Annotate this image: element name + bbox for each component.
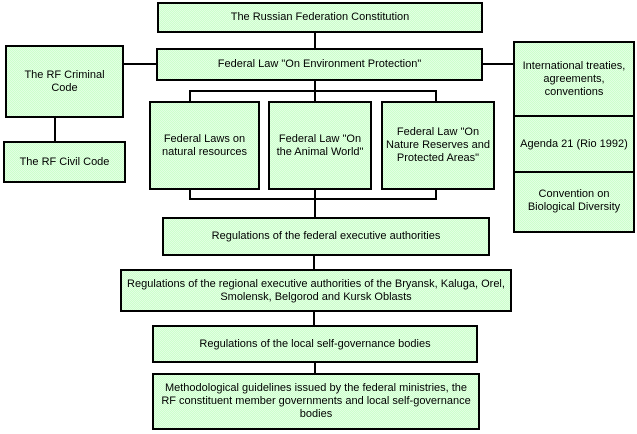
node-international-column — [513, 41, 635, 233]
node-international-treaties-label: International treaties, agreements, conventions — [522, 59, 626, 98]
node-convention-biological-diversity — [515, 173, 633, 229]
node-federal-law-animal-world — [268, 101, 372, 190]
node-methodological-guidelines — [152, 373, 480, 430]
connector-federal-law-to-international — [483, 63, 513, 65]
connector-local-to-method — [314, 363, 316, 373]
node-international-treaties — [515, 43, 633, 117]
node-civil-code-label: The RF Civil Code — [19, 155, 110, 168]
connector-federal-exec-to-regional — [313, 256, 315, 269]
node-method-guidelines-label: Methodological guidelines issued by the federal ministries, the RF constituent member governments and local self-governance bodies — [161, 382, 471, 420]
connector-branch-to-nature-reserves — [435, 90, 437, 101]
node-regional-exec-label: Regulations of the regional executive authorities of the Bryansk, Kaluga, Orel, Smolensk, Belgorod and Kursk Oblasts — [127, 277, 505, 303]
connector-branch-bottom — [189, 198, 437, 200]
connector-branch-top — [189, 90, 437, 92]
connector-merge-to-federal-exec — [314, 190, 316, 217]
node-animal-world-label: Federal Law "On the Animal World" — [276, 132, 364, 158]
connector-regional-to-local — [313, 312, 315, 325]
node-criminal-code-label: The RF Criminal Code — [24, 68, 105, 94]
node-federal-laws-natural-resources — [149, 101, 260, 190]
node-federal-exec-label: Regulations of the federal executive authorities — [211, 230, 441, 242]
node-agenda-21 — [515, 117, 633, 173]
node-local-selfgov-label: Regulations of the local self-governance bodies — [199, 337, 431, 350]
node-nature-reserves-label: Federal Law "On Nature Reserves and Protected Areas" — [386, 126, 490, 164]
node-federal-executive-regulations — [162, 217, 490, 256]
node-federal-law-environment-protection — [156, 48, 483, 81]
node-rf-civil-code — [3, 141, 126, 183]
node-agenda-21-label: Agenda 21 (Rio 1992) — [520, 137, 628, 150]
node-federal-law-label: Federal Law "On Environment Protection" — [217, 58, 422, 70]
node-constitution — [157, 2, 483, 33]
node-rf-criminal-code — [5, 45, 124, 118]
node-local-self-governance-regulations — [152, 325, 478, 363]
connector-criminal-to-civil-code — [54, 118, 56, 141]
connector-criminal-code-to-federal-law — [124, 63, 156, 65]
connector-branch-to-natural-resources — [189, 90, 191, 101]
node-biodiversity-label: Convention on Biological Diversity — [527, 188, 621, 213]
node-natural-resources-label: Federal Laws on natural resources — [162, 132, 247, 158]
connector-constitution-to-federal-law — [314, 33, 316, 48]
node-federal-law-nature-reserves — [381, 101, 495, 190]
node-constitution-label: The Russian Federation Constitution — [230, 11, 410, 23]
node-regional-executive-regulations — [120, 269, 512, 312]
